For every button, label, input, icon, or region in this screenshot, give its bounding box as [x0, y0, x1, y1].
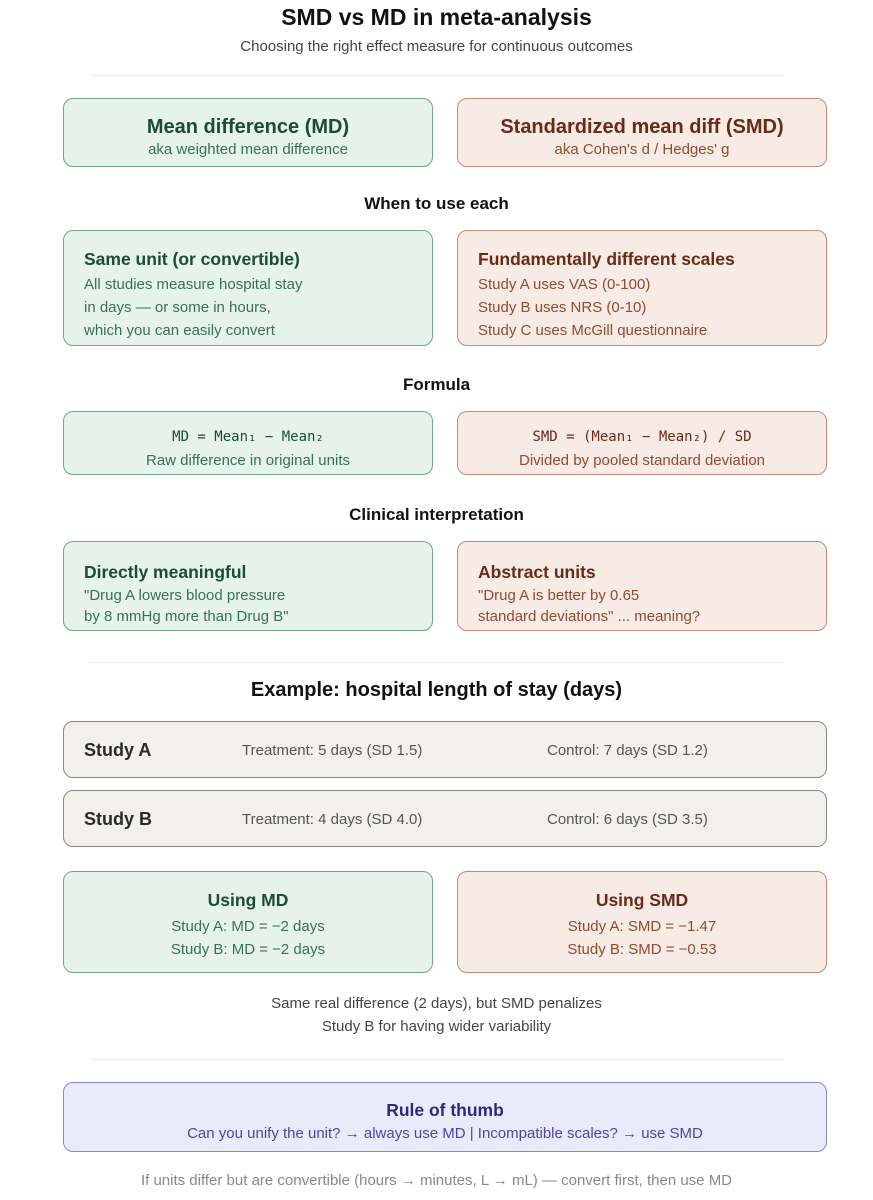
using-smd-line: Study B: SMD = −0.53	[567, 941, 717, 958]
using-md-line: Study A: MD = −2 days	[171, 918, 325, 935]
using-md-title: Using MD	[207, 890, 289, 910]
interpretation-heading: Clinical interpretation	[349, 505, 524, 524]
study-treatment: Treatment: 4 days (SD 4.0)	[242, 811, 423, 828]
example-note	[0, 992, 873, 1038]
interp-smd-card	[457, 541, 827, 631]
smd-card	[457, 98, 827, 167]
interp-md-line: by 8 mmHg more than Drug B"	[84, 608, 289, 625]
when-md-title: Same unit (or convertible)	[84, 249, 300, 269]
smd-card-title: Standardized mean diff (SMD)	[500, 116, 784, 138]
md-card-title: Mean difference (MD)	[146, 116, 350, 138]
md-card-subtitle: aka weighted mean difference	[148, 141, 348, 158]
using-md-line: Study B: MD = −2 days	[170, 941, 326, 958]
interp-md-line: "Drug A lowers blood pressure	[84, 587, 286, 604]
when-smd-line: Study A uses VAS (0-100)	[478, 276, 651, 293]
md-formula: MD = Mean₁ − Mean₂	[172, 429, 324, 445]
example-note-line: Same real difference (2 days), but SMD penalizes	[271, 995, 602, 1012]
formula-smd-card	[457, 411, 827, 475]
using-md-card	[63, 871, 433, 973]
when-md-line: All studies measure hospital stay	[84, 276, 303, 293]
when-md-line: in days — or some in hours,	[84, 299, 271, 316]
rule-title: Rule of thumb	[386, 1100, 504, 1120]
study-label: Study A	[84, 740, 152, 760]
using-smd-line: Study A: SMD = −1.47	[567, 918, 717, 935]
example-note-line: Study B for having wider variability	[321, 1018, 552, 1035]
interp-smd-line: standard deviations" ... meaning?	[478, 608, 701, 625]
study-control: Control: 7 days (SD 1.2)	[547, 742, 708, 759]
interp-smd-title: Abstract units	[478, 562, 596, 582]
rule-text: Can you unify the unit? → always use MD | Incompatible scales? → use SMD	[187, 1125, 703, 1142]
when-smd-line: Study B uses NRS (0-10)	[478, 299, 647, 316]
study-treatment: Treatment: 5 days (SD 1.5)	[242, 742, 423, 759]
study-row	[63, 790, 827, 847]
when-md-card	[63, 230, 433, 346]
when-smd-line: Study C uses McGill questionnaire	[478, 322, 708, 339]
divider	[90, 75, 783, 76]
study-row	[63, 721, 827, 778]
md-formula-caption: Raw difference in original units	[145, 452, 350, 469]
using-smd-title: Using SMD	[595, 890, 689, 910]
footer-note: If units differ but are convertible (hours → minutes, L → mL) — convert first, then use MD	[140, 1172, 733, 1189]
study-control: Control: 6 days (SD 3.5)	[547, 811, 708, 828]
page-subtitle: Choosing the right effect measure for continuous outcomes	[240, 38, 633, 55]
page-title: SMD vs MD in meta-analysis	[281, 4, 592, 30]
using-smd-card	[457, 871, 827, 973]
interp-md-card	[63, 541, 433, 631]
interp-md-title: Directly meaningful	[84, 562, 247, 582]
study-label: Study B	[84, 809, 153, 829]
divider	[90, 1059, 783, 1060]
when-heading: When to use each	[364, 194, 509, 213]
smd-formula-caption: Divided by pooled standard deviation	[519, 452, 765, 469]
example-heading: Example: hospital length of stay (days)	[250, 679, 623, 701]
rule-of-thumb-card	[63, 1082, 827, 1152]
when-smd-title: Fundamentally different scales	[478, 249, 735, 269]
when-smd-card	[457, 230, 827, 346]
formula-md-card	[63, 411, 433, 475]
smd-formula: SMD = (Mean₁ − Mean₂) / SD	[532, 429, 752, 445]
divider	[90, 662, 783, 663]
formula-heading: Formula	[402, 375, 471, 394]
md-card	[63, 98, 433, 167]
interp-smd-line: "Drug A is better by 0.65	[478, 587, 640, 604]
when-md-line: which you can easily convert	[84, 322, 275, 339]
smd-card-subtitle: aka Cohen's d / Hedges' g	[554, 141, 730, 158]
